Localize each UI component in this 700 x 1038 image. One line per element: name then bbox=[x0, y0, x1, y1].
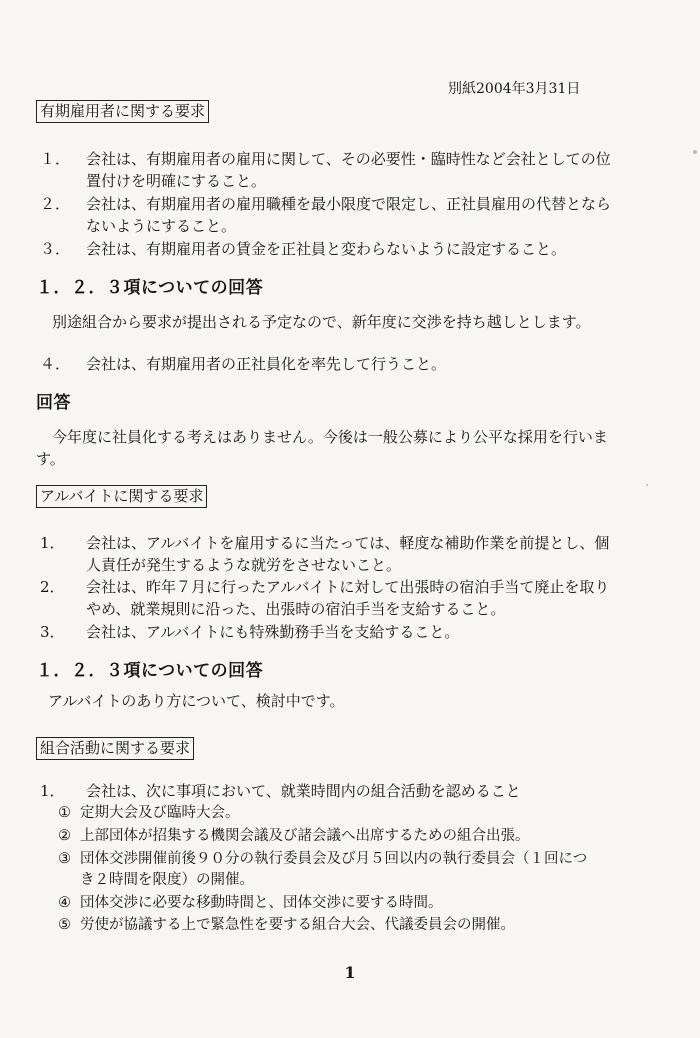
circled-number: ④ bbox=[58, 895, 71, 911]
answer-text: 別途組合から要求が提出される予定なので、新年度に交渉を持ち越しとします。 bbox=[52, 313, 591, 331]
item-line: 会社は、有期雇用者の正社員化を率先して行うこと。 bbox=[86, 355, 447, 373]
circled-number: ③ bbox=[58, 851, 71, 867]
item-line: 会社は、アルバイトを雇用するに当たっては、軽度な補助作業を前提とし、個 bbox=[86, 534, 610, 552]
sub-item-line: 団体交渉に必要な移動時間と、団体交渉に要する時間。 bbox=[80, 895, 443, 911]
item-line: 会社は、アルバイトにも特殊勤務手当を支給すること。 bbox=[86, 623, 460, 641]
item-number: 2． bbox=[40, 578, 65, 596]
item-number: 1． bbox=[40, 534, 65, 552]
circled-number: ⑤ bbox=[58, 917, 71, 933]
item-number: 1． bbox=[40, 782, 65, 800]
list-item bbox=[40, 780, 640, 802]
sub-item-line: き２時間を限度）の開催。 bbox=[80, 872, 254, 888]
circled-number: ② bbox=[58, 828, 71, 844]
sub-item bbox=[58, 826, 648, 847]
answer-heading: １．２．３項についての回答 bbox=[36, 661, 264, 681]
list-item bbox=[40, 576, 640, 620]
answer-line: 今年度に社員化する考えはありません。今後は一般公募により公平な採用を行いま bbox=[52, 428, 608, 446]
list-item bbox=[40, 353, 640, 375]
item-line: 会社は、有期雇用者の雇用に関して、その必要性・臨時性など会社としての位 bbox=[86, 150, 611, 168]
item-number: ４． bbox=[40, 355, 71, 373]
scan-speck bbox=[646, 484, 648, 486]
sub-item bbox=[58, 803, 648, 824]
answer-line: す。 bbox=[36, 450, 65, 468]
item-number: 3． bbox=[40, 623, 65, 641]
item-number: ３． bbox=[40, 240, 71, 258]
item-line: やめ、就業規則に沿った、出張時の宿泊手当を支給すること。 bbox=[86, 600, 506, 618]
item-line: 会社は、次に事項において、就業時間内の組合活動を認めること bbox=[86, 782, 521, 800]
item-line: 人責任が発生するような就労をさせないこと。 bbox=[86, 556, 402, 574]
item-number: ２． bbox=[40, 195, 71, 213]
list-item bbox=[40, 238, 640, 260]
sub-item-line: 労使が協議する上で緊急性を要する組合大会、代議委員会の開催。 bbox=[80, 917, 515, 933]
item-line: ないようにすること。 bbox=[86, 217, 237, 235]
circled-number: ① bbox=[58, 805, 71, 821]
list-item bbox=[40, 532, 640, 576]
list-item bbox=[40, 193, 640, 237]
answer-heading: １．２．３項についての回答 bbox=[36, 278, 264, 298]
sub-item-line: 定期大会及び臨時大会。 bbox=[80, 805, 240, 821]
answer-heading: 回答 bbox=[36, 393, 71, 413]
scan-speck bbox=[693, 150, 697, 154]
sub-item bbox=[58, 849, 648, 891]
document-date: 別紙2004年3月31日 bbox=[448, 81, 581, 97]
list-item bbox=[40, 148, 640, 192]
item-line: 会社は、有期雇用者の賃金を正社員と変わらないように設定すること。 bbox=[86, 240, 567, 258]
section-heading-fixed-term: 有期雇用者に関する要求 bbox=[36, 100, 209, 123]
section-heading-part-time: アルバイトに関する要求 bbox=[36, 485, 207, 508]
item-number: １． bbox=[40, 150, 71, 168]
answer-text: アルバイトのあり方について、検討中です。 bbox=[48, 692, 345, 710]
section-heading-union-activity: 組合活動に関する要求 bbox=[36, 737, 194, 760]
sub-item bbox=[58, 893, 648, 914]
list-item bbox=[40, 621, 640, 643]
sub-item-line: 上部団体が招集する機関会議及び諸会議へ出席するための組合出張。 bbox=[80, 828, 530, 844]
sub-item-line: 団体交渉開催前後９０分の執行委員会及び月５回以内の執行委員会（１回につ bbox=[80, 851, 588, 867]
item-line: 会社は、昨年７月に行ったアルバイトに対して出張時の宿泊手当て廃止を取り bbox=[86, 578, 610, 596]
answer-paragraph bbox=[36, 426, 608, 470]
sub-item bbox=[58, 915, 648, 936]
page-number: 1 bbox=[344, 963, 356, 982]
item-line: 会社は、有期雇用者の雇用職種を最小限度で限定し、正社員雇用の代替となら bbox=[86, 195, 612, 213]
item-line: 置付けを明確にすること。 bbox=[86, 172, 267, 190]
